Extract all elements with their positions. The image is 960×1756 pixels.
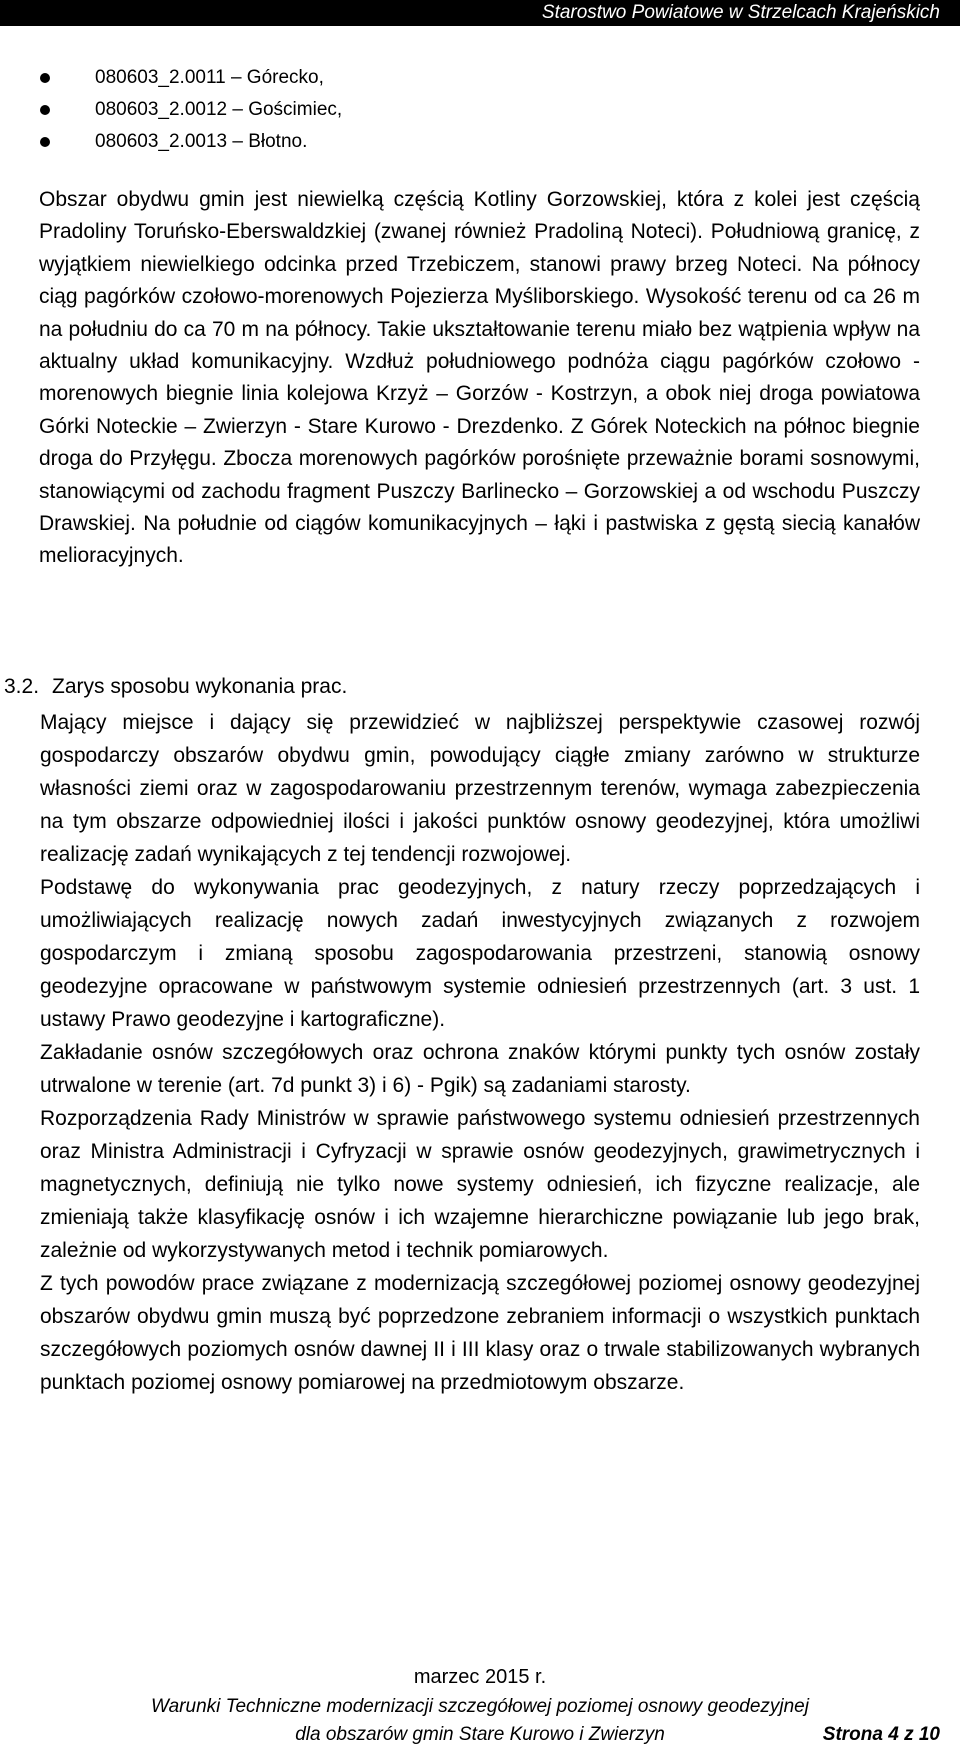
header-title: Starostwo Powiatowe w Strzelcach Krajeńskich bbox=[541, 2, 940, 23]
paragraph: Mający miejsce i dający się przewidzieć w najbliższej perspektywie czasowej rozwój gospodarczy obszarów obydwu gmin, powodujący ciągłe zmiany zarówno w strukturze własności ziemi oraz w zagospodarowaniu przestrzennym terenów, wymaga zabezpieczenia na tym obszarze odpowiedniej ilości i jakości punktów osnowy geodezyjnej, która umożliwi realizację zadań wynikających z tej tendencji rozwojowej. bbox=[40, 711, 920, 866]
page-number: Strona 4 z 10 bbox=[822, 1724, 940, 1745]
list-item bbox=[40, 94, 920, 126]
paragraph: Z tych powodów prace związane z modernizacją szczegółowej poziomej osnowy geodezyjnej obszarów obydwu gmin muszą być poprzedzone zebraniem informacji o wszystkich punktach szczegółowych poziomych osnów dawnej II i III klasy oraz o trwale stabilizowanych wybranych punktach poziomej osnowy pomiarowej na przedmiotowym obszarze. bbox=[40, 1272, 920, 1394]
bullet-icon bbox=[40, 137, 50, 147]
paragraph: Podstawę do wykonywania prac geodezyjnych, z natury rzeczy poprzedzających i umożliwiających realizację nowych zadań inwestycyjnych związanych z rozwojem gospodarczym i zmianą sposobu zagospodarowania przestrzeni, stanowią osnowy geodezyjne opracowane w państwowym systemie odniesień przestrzennych (art. 3 ust. 1 ustawy Prawo geodezyjne i kartograficzne). bbox=[40, 876, 920, 1031]
list-item-text: 080603_2.0012 – Gościmiec, bbox=[95, 99, 343, 120]
paragraph: Zakładanie osnów szczegółowych oraz ochrona znaków którymi punkty tych osnów zostały utrwalone w terenie (art. 7d punkt 3) i 6) - Pgik) są zadaniami starosty. bbox=[40, 1041, 920, 1097]
footer-date: marzec 2015 r. bbox=[413, 1666, 547, 1688]
footer-title: Warunki Techniczne modernizacji szczegółowej poziomej osnowy geodezyjnej bbox=[151, 1696, 809, 1717]
section-title: Zarys sposobu wykonania prac. bbox=[52, 675, 348, 698]
paragraph: Rozporządzenia Rady Ministrów w sprawie państwowego systemu odniesień przestrzennych oraz Ministra Administracji i Cyfryzacji w sprawie osnów geodezyjnych, grawimetrycznych i magnetycznych, definiują nie tylko nowe systemy odniesień, ich fizyczne realizacje, ale zmieniają także klasyfikację osnów i ich wzajemne hierarchiczne powiązanie lub jego brak, zależnie od wykorzystywanych metod i technik pomiarowych. bbox=[40, 1107, 920, 1262]
section-body bbox=[40, 706, 920, 1399]
bullet-icon bbox=[40, 105, 50, 115]
section-heading bbox=[4, 671, 704, 703]
bullet-list bbox=[40, 62, 920, 158]
paragraph-terrain: Obszar obydwu gmin jest niewielką częścią Kotliny Gorzowskiej, która z kolei jest częścią Pradoliny Toruńsko-Eberswaldzkiej (zwanej również Pradoliną Noteci). Południową granicę, z wyjątkiem niewielkiego odcinka przed Trzebiczem, stanowi prawy brzeg Noteci. Na północy ciąg pagórków czołowo-morenowych Pojezierza Myśliborskiego. Wysokość terenu od ca 26 m na południu do ca 70 m na północy. Takie ukształtowanie terenu miało bez wątpienia wpływ na aktualny układ komunikacyjny. Wzdłuż południowego podnóża ciągu pagórków czołowo - morenowych biegnie linia kolejowa Krzyż – Gorzów - Kostrzyn, a obok niej droga powiatowa Górki Noteckie – Zwierzyn - Stare Kurowo - Drezdenko. Z Górek Noteckich na północ biegnie droga do Przyłęgu. Zbocza morenowych pagórków porośnięte przeważnie borami sosnowymi, stanowiącymi od zachodu fragment Puszczy Barlinecko – Gorzowskiej a od wschodu Puszczy Drawskiej. Na południe od ciągów komunikacyjnych – łąki i pastwiska z gęstą siecią kanałów melioracyjnych. bbox=[39, 188, 920, 568]
section-number: 3.2. bbox=[4, 675, 40, 698]
footer-subtitle: dla obszarów gmin Stare Kurowo i Zwierzyn bbox=[295, 1724, 665, 1745]
list-item bbox=[40, 62, 920, 94]
list-item-text: 080603_2.0013 – Błotno. bbox=[95, 131, 308, 152]
page-header-bar bbox=[0, 0, 960, 26]
list-item-text: 080603_2.0011 – Górecko, bbox=[95, 67, 324, 88]
bullet-icon bbox=[40, 73, 50, 83]
list-item bbox=[40, 126, 920, 158]
